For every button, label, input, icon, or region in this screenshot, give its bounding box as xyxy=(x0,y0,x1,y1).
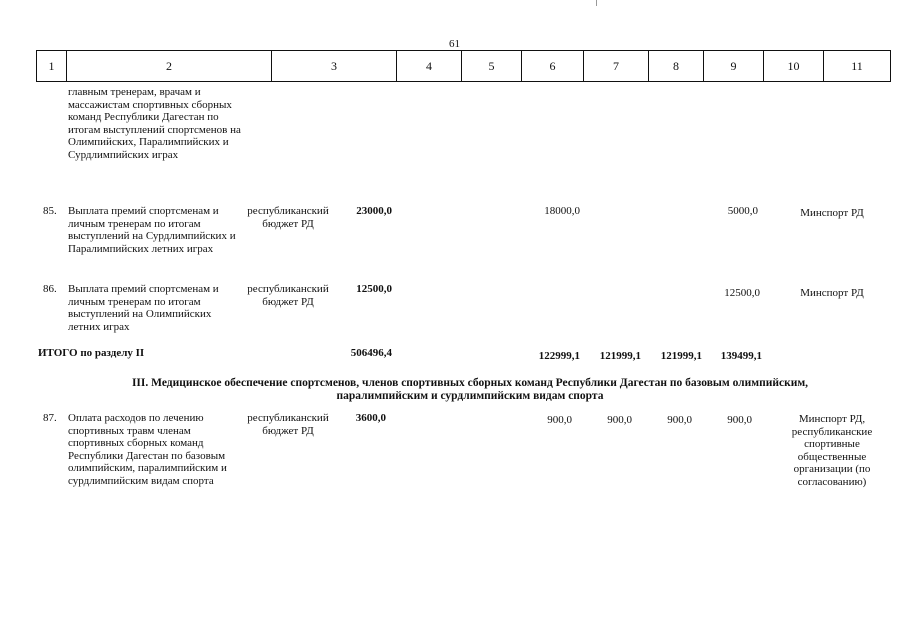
column-header-1: 1 xyxy=(37,51,67,82)
section-heading: III. Медицинское обеспечение спортсменов, членов спортивных сборных команд Республики Дагестан по базовым олимпийским, паралимпийским и сурдлимпийским видам спорта xyxy=(131,377,809,402)
continued-description: главным тренерам, врачам и массажистам спортивных сборных команд Республики Дагестан по итогам выступлений спортсменов на Олимпийских, Паралимпийских и Сурдлимпийских играх xyxy=(68,86,241,161)
row-87-col9: 900,0 xyxy=(667,414,692,426)
row-85-col7: 18000,0 xyxy=(544,205,580,217)
row-87-col10: 900,0 xyxy=(727,414,752,426)
total-label: ИТОГО по разделу II xyxy=(38,347,145,359)
row-87-col8: 900,0 xyxy=(607,414,632,426)
row-85-source: республиканский бюджет РД xyxy=(247,205,329,230)
row-85-total: 23000,0 xyxy=(356,205,392,217)
row-87-number: 87. xyxy=(43,412,57,424)
row-85-description: Выплата премий спортсменам и личным тренерам по итогам выступлений на Сурдлимпийских и Паралимпийских летних играх xyxy=(68,205,236,255)
column-header-5: 5 xyxy=(462,51,522,82)
column-header-4: 4 xyxy=(397,51,462,82)
row-86-source: республиканский бюджет РД xyxy=(247,283,329,308)
row-87-total: 3600,0 xyxy=(355,412,386,424)
row-86-executor: Минспорт РД xyxy=(800,287,864,299)
column-header-8: 8 xyxy=(649,51,704,82)
row-86-total: 12500,0 xyxy=(356,283,392,295)
row-87-description: Оплата расходов по лечению спортивных травм членам спортивных сборных команд Республики Дагестан по базовым олимпийским, паралимпийским и сурдлимпийским видам спорта xyxy=(68,412,227,487)
total-value: 506496,4 xyxy=(350,347,392,359)
column-header-11: 11 xyxy=(824,51,891,82)
column-header-3: 3 xyxy=(272,51,397,82)
column-header-row xyxy=(36,50,891,82)
row-85-number: 85. xyxy=(43,205,57,217)
row-85-col10: 5000,0 xyxy=(727,205,758,217)
total-col7: 122999,1 xyxy=(538,350,580,362)
row-86-description: Выплата премий спортсменам и личным тренерам по итогам выступлений на Олимпийских летних играх xyxy=(68,283,219,333)
total-col8: 121999,1 xyxy=(599,350,641,362)
row-87-executor: Минспорт РД, республиканские спортивные общественные организации (по согласованию) xyxy=(791,413,873,488)
column-header-7: 7 xyxy=(584,51,649,82)
scan-mark xyxy=(596,0,597,6)
total-col9: 121999,1 xyxy=(660,350,702,362)
row-85-executor: Минспорт РД xyxy=(800,207,864,219)
page-number: 61 xyxy=(449,38,460,50)
row-86-col10: 12500,0 xyxy=(724,287,760,299)
row-86-number: 86. xyxy=(43,283,57,295)
row-87-source: республиканский бюджет РД xyxy=(247,412,329,437)
column-header-2: 2 xyxy=(67,51,272,82)
column-header-10: 10 xyxy=(764,51,824,82)
total-col10: 139499,1 xyxy=(720,350,762,362)
row-87-col7: 900,0 xyxy=(547,414,572,426)
column-header-6: 6 xyxy=(522,51,584,82)
column-header-9: 9 xyxy=(704,51,764,82)
